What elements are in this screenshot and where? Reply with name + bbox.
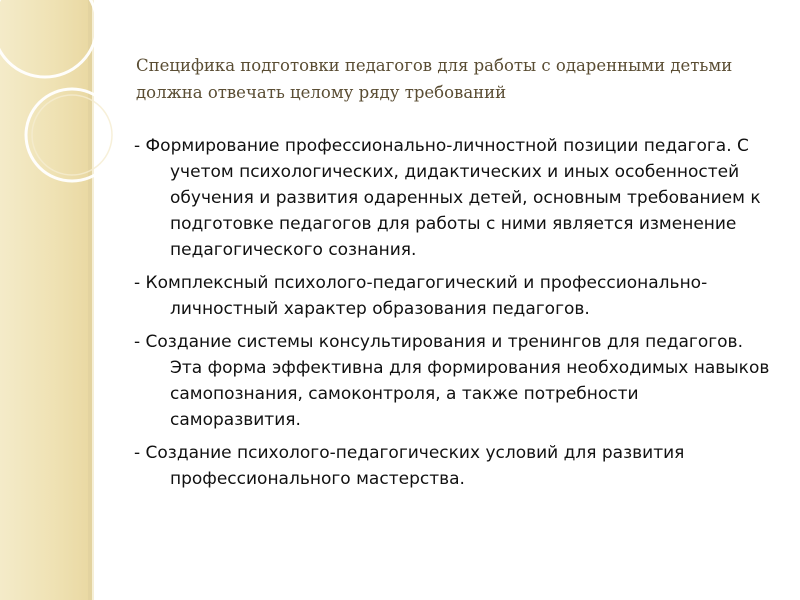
list-item: - Создание системы консультирования и тренингов для педагогов. Эта форма эффективна для формирования необходимых навыков самопознания, самоконтроля, а также потребности саморазвития.	[134, 332, 770, 430]
slide-title: Специфика подготовки педагогов для работы с одаренными детьми должна отвечать целому ряду требований	[136, 56, 733, 102]
decorative-rings-icon	[0, 0, 140, 220]
list-item: - Формирование профессионально-личностной позиции педагога. С учетом психологических, дидактических и иных особенностей обучения и развития одаренных детей, основным требованием к подготовке педагогов для работы с ними является изменение педагогического сознания.	[134, 136, 761, 260]
list-item: - Комплексный психолого-педагогический и профессионально-личностный характер образования педагогов.	[134, 273, 708, 319]
list-item: - Создание психолого-педагогических условий для развития профессионального мастерства.	[134, 443, 685, 489]
requirements-list	[134, 133, 774, 499]
